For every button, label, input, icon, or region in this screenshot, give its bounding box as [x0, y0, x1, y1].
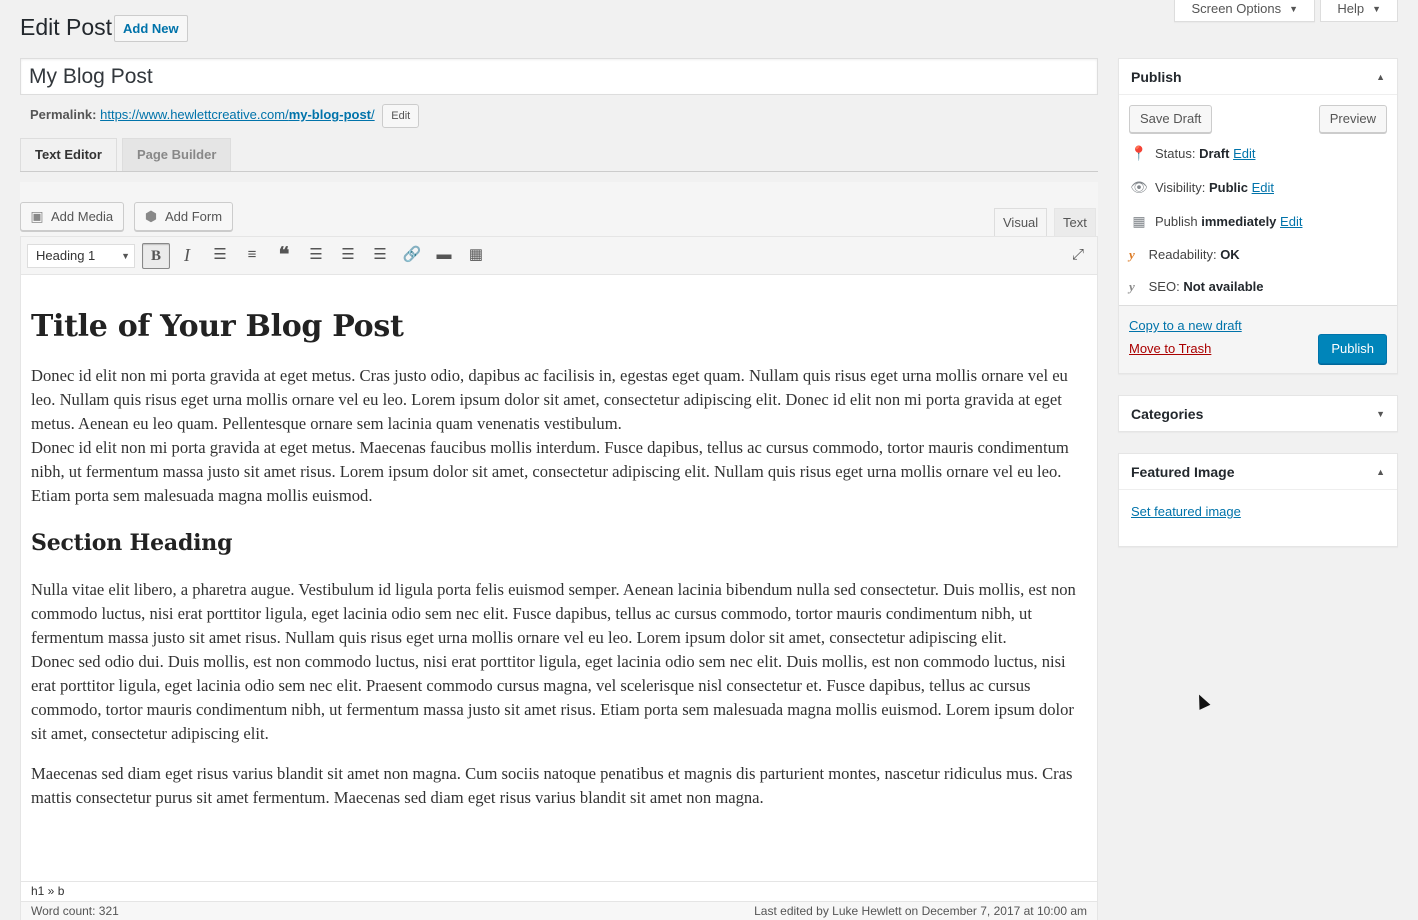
blockquote-icon[interactable]: ❝ — [278, 244, 290, 266]
readability-row — [1129, 245, 1240, 265]
element-path: h1 » b — [21, 881, 1097, 901]
word-count: Word count: 321 — [31, 904, 119, 918]
visibility-label: Visibility: — [1155, 180, 1206, 195]
format-selected-value: Heading 1 — [36, 248, 96, 263]
tab-divider — [20, 171, 1098, 172]
readability-value: OK — [1220, 247, 1240, 262]
seo-value: Not available — [1183, 279, 1264, 294]
chevron-down-icon: ▼ — [121, 251, 130, 261]
content-paragraph: Donec id elit non mi porta gravida at eget metus. Cras justo odio, dapibus ac facilisis in, egestas eget quam. Nullam quis risus eget urna mollis ornare vel eu leo. Nullam quis risus eget urna mollis ornare vel eu leo. Lorem ipsum dolor sit amet, consectetur adipiscing elit. Donec id elit non mi porta gravida at eget metus. Aenean eu leo quam. Pellentesque ornare sem lacinia quam venenatis vestibulum. — [31, 366, 1068, 433]
visibility-edit-link[interactable]: Edit — [1251, 180, 1275, 195]
numbered-list-icon[interactable]: ≡ — [247, 246, 257, 263]
publish-actions — [1119, 305, 1397, 373]
status-edit-link[interactable]: Edit — [1233, 146, 1256, 161]
read-more-icon[interactable]: ▬ — [436, 246, 452, 263]
add-new-button[interactable]: Add New — [114, 15, 188, 42]
content-paragraph: Donec id elit non mi porta gravida at eget metus. Maecenas faucibus mollis interdum. Fusce dapibus, tellus ac cursus commodo, tortor mauris condimentum nibh, ut fermentum massa justo sit amet risus. Lorem ipsum dolor sit amet, consectetur adipiscing elit. Nullam quis risus eget urna mollis ornare vel eu leo. Etiam porta sem malesuada magna mollis euismod. — [31, 438, 1069, 505]
categories-box-header[interactable] — [1119, 396, 1397, 432]
publish-box-title: Publish — [1131, 69, 1182, 85]
status-value: Draft — [1199, 146, 1230, 161]
set-featured-image-link[interactable]: Set featured image — [1131, 504, 1241, 519]
editor-content[interactable] — [21, 309, 1097, 810]
add-form-button[interactable] — [134, 202, 233, 231]
formatting-toolbar — [21, 237, 1097, 275]
form-icon: ⬢ — [144, 208, 158, 224]
publish-date-row — [1129, 211, 1302, 231]
triangle-up-icon[interactable]: ▲ — [1376, 72, 1385, 82]
bold-button[interactable]: B — [142, 243, 170, 269]
content-paragraph: Nulla vitae elit libero, a pharetra augue. Vestibulum id ligula porta felis euismod semper. Aenean lacinia bibendum nulla sed consectetur. Duis mollis, est non commodo luctus, nisi erat porttitor ligula, eget lacinia odio sem nec elit. Fusce dapibus, tellus ac cursus commodo, tortor mauris condimentum nibh, ut fermentum massa justo sit amet risus. Nullam quis risus eget urna mollis ornare vel eu leo. Lorem ipsum dolor sit amet, consectetur adipiscing elit. — [31, 580, 1076, 647]
align-left-icon[interactable]: ☰ — [309, 246, 323, 263]
post-title-input[interactable] — [20, 58, 1098, 95]
tab-visual[interactable]: Visual — [994, 208, 1047, 237]
last-edited: Last edited by Luke Hewlett on December 7, 2017 at 10:00 am — [754, 904, 1087, 918]
seo-label: SEO: — [1148, 279, 1180, 294]
content-heading-1: Title of Your Blog Post — [31, 309, 404, 344]
permalink-slug: my-blog-post — [288, 107, 372, 122]
featured-image-header[interactable] — [1119, 454, 1397, 490]
media-toolbar — [20, 182, 1098, 236]
eye-icon: 👁 — [1130, 179, 1148, 195]
toolbar-toggle-icon[interactable]: ▦ — [468, 246, 484, 263]
editor — [20, 236, 1098, 920]
status-row — [1129, 143, 1255, 163]
publish-button[interactable]: Publish — [1318, 334, 1387, 364]
preview-button[interactable]: Preview — [1319, 105, 1387, 133]
screen-options-label: Screen Options — [1191, 1, 1282, 16]
triangle-down-icon[interactable]: ▼ — [1376, 409, 1385, 419]
publish-box-header[interactable] — [1119, 59, 1397, 95]
save-draft-button[interactable]: Save Draft — [1129, 105, 1212, 133]
tab-text[interactable]: Text — [1054, 208, 1096, 237]
seo-row — [1129, 277, 1264, 297]
content-paragraph: Donec sed odio dui. Duis mollis, est non commodo luctus, nisi erat porttitor ligula, eget lacinia odio sem nec elit. Duis mollis, est non commodo luctus, nisi erat porttitor ligula, eget lacinia odio sem nec elit. Praesent commodo cursus magna, vel scelerisque nisl consectetur et. Fusce dapibus, tellus ac cursus commodo, tortor mauris condimentum nibh, ut fermentum massa justo sit amet risus. Etiam porta sem malesuada magna mollis euismod. Lorem ipsum dolor sit amet, consectetur adipiscing elit. — [31, 652, 1074, 743]
yoast-readability-icon: y — [1129, 247, 1135, 262]
italic-button[interactable]: I — [184, 245, 190, 265]
readability-label: Readability: — [1148, 247, 1217, 262]
visibility-value: Public — [1208, 180, 1248, 195]
status-label: Status: — [1155, 146, 1196, 161]
link-icon[interactable]: 🔗 — [402, 246, 422, 263]
bullet-list-icon[interactable]: ☰ — [213, 246, 227, 263]
publish-box — [1118, 58, 1398, 374]
align-center-icon[interactable]: ☰ — [341, 246, 355, 263]
publish-date-edit-link[interactable]: Edit — [1280, 214, 1303, 229]
mouse-cursor-icon — [1194, 692, 1211, 710]
help-label: Help — [1337, 1, 1365, 16]
permalink-row — [30, 104, 419, 128]
featured-image-box — [1118, 453, 1398, 547]
fullscreen-icon[interactable]: ⤢ — [1071, 246, 1084, 263]
add-media-label: Add Media — [51, 209, 114, 224]
featured-image-title: Featured Image — [1131, 464, 1235, 480]
categories-box — [1118, 395, 1398, 432]
format-select[interactable] — [27, 244, 135, 268]
permalink-trailing: / — [371, 107, 375, 122]
triangle-down-icon: ▼ — [1289, 4, 1298, 14]
calendar-icon: ▦ — [1132, 213, 1146, 229]
content-heading-2: Section Heading — [31, 530, 233, 556]
tab-page-builder[interactable]: Page Builder — [122, 138, 231, 172]
publish-date-label: Publish — [1155, 214, 1198, 229]
categories-title: Categories — [1131, 406, 1204, 422]
pin-icon: 📍 — [1130, 145, 1148, 161]
permalink-base: https://www.hewlettcreative.com/ — [100, 107, 289, 122]
publish-date-value: immediately — [1201, 214, 1277, 229]
screen-options-tab[interactable] — [1174, 0, 1315, 22]
permalink-label: Permalink: — [30, 107, 97, 122]
add-media-button[interactable] — [20, 202, 124, 231]
content-paragraph: Maecenas sed diam eget risus varius blandit sit amet non magna. Cum sociis natoque penatibus et magnis dis parturient montes, nascetur ridiculus mus. Cras mattis consectetur purus sit amet fermentum. Maecenas sed diam eget risus varius blandit sit amet non magna. — [31, 764, 1073, 807]
media-icon: ▣ — [30, 208, 44, 224]
permalink-link[interactable] — [100, 107, 375, 122]
triangle-down-icon: ▼ — [1372, 4, 1381, 14]
permalink-edit-button[interactable]: Edit — [382, 104, 419, 128]
triangle-up-icon[interactable]: ▲ — [1376, 467, 1385, 477]
move-trash-link[interactable]: Move to Trash — [1129, 341, 1212, 356]
editor-status-bar — [21, 901, 1097, 920]
editor-tabs — [20, 138, 236, 172]
help-tab[interactable] — [1320, 0, 1398, 22]
visibility-row — [1129, 177, 1274, 197]
yoast-seo-icon: y — [1129, 279, 1135, 294]
align-right-icon[interactable]: ☰ — [373, 246, 387, 263]
page-title: Edit Post — [20, 14, 113, 40]
add-form-label: Add Form — [165, 209, 223, 224]
tab-text-editor[interactable]: Text Editor — [20, 138, 117, 172]
copy-draft-link[interactable]: Copy to a new draft — [1129, 318, 1242, 333]
